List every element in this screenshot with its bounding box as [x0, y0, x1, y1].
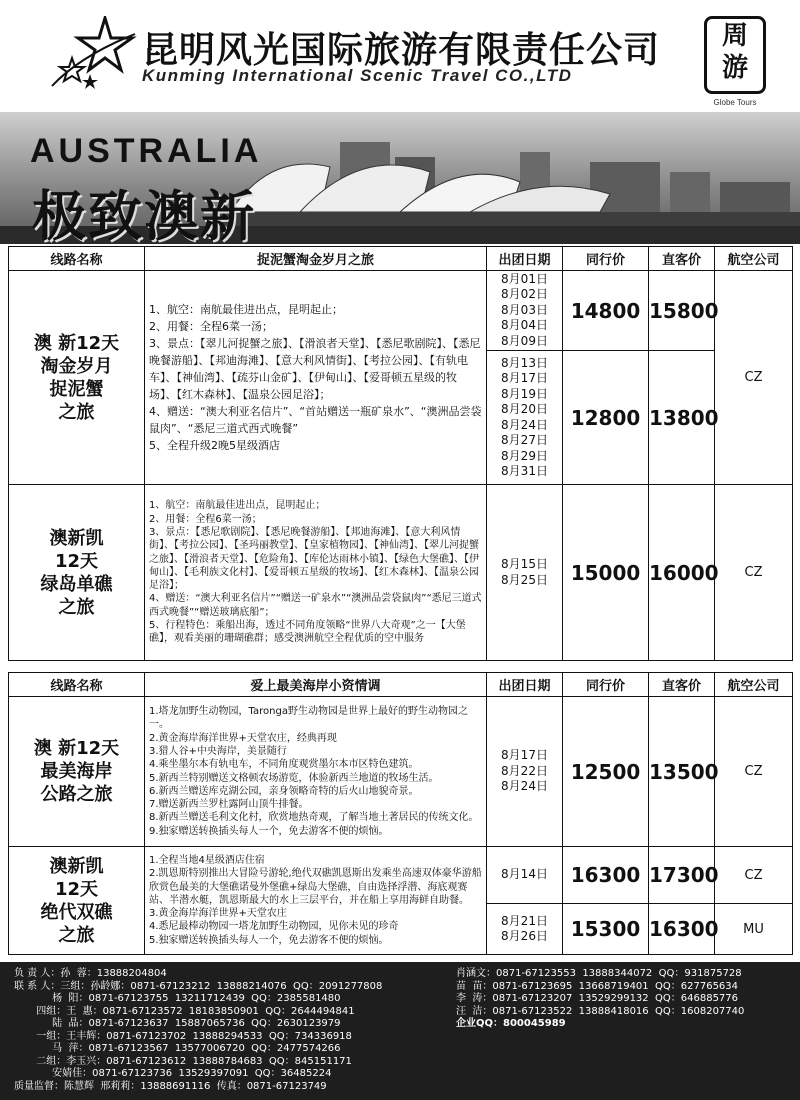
contact-line: 马 萍：0871-67123567 13577006720 QQ：2477574266 [14, 1043, 341, 1054]
contact-line: 杨 阳：0871-67123755 13211712439 QQ：2385581480 [14, 993, 341, 1004]
direct-price: 15800 [649, 271, 715, 351]
contact-line: 汪 洁：0871-67123522 13888418016 QQ：1608207740 [456, 1005, 745, 1017]
airline: MU [715, 904, 793, 955]
contact-line: 安婧佳：0871-67123736 13529397091 QQ：36485224 [14, 1068, 332, 1079]
direct-price: 13500 [649, 697, 715, 847]
contact-line: 质量监督：陈慧辉 邢莉莉：13888691116 传真：0871-67123749 [14, 1080, 327, 1092]
logo-char-1: 周 [721, 21, 748, 51]
table-row [9, 485, 793, 661]
col-header-peer-price: 同行价 [563, 673, 649, 697]
globe-tours-logo [704, 16, 766, 94]
departure-dates: 8月14日 [487, 847, 563, 904]
route-description: 1、航空：南航最佳进出点，昆明起止； 2、用餐：全程6菜一汤； 3、景点：【悉尼歌剧院】、【悉尼晚餐游船】、【邦迪海滩】、【意大利风情街】、【考拉公园】、【圣玛丽教堂】、【皇家植物园】、【神仙湾】、【翠儿河捉蟹之旅】、【滑浪者天堂】、【危险角】、【库伦达雨林小镇】、【绿色大堡礁】、【伊甸山】、【毛利族文化村】、【爱哥顿五星级的牧场】、【红木森林】、【温泉公园足浴】； 4、赠送：“澳大利亚名信片”“赠送一矿泉水”“澳洲品尝袋鼠肉”“悉尼三道式西式晚餐”“赠送玻璃底船”； 5、行程特色：乘船出海，透过不同角度领略“世界八大奇观”之一【大堡礁】，观看美丽的珊瑚礁群；感受澳洲航空全程优质的空中服务 [145, 485, 487, 661]
direct-price: 16000 [649, 485, 715, 661]
peer-price: 15000 [563, 485, 649, 661]
airline: CZ [715, 697, 793, 847]
table-row [9, 847, 793, 904]
departure-dates: 8月17日 8月22日 8月24日 [487, 697, 563, 847]
contact-list-right [456, 968, 744, 1031]
contact-line: 负 责 人：孙 蓉：13888204804 [14, 968, 167, 979]
globe-tours-label: Globe Tours [713, 98, 757, 107]
table-row [9, 271, 793, 351]
col-header-theme: 捉泥蟹淘金岁月之旅 [145, 247, 487, 271]
star-logo-icon [50, 16, 140, 96]
header [0, 0, 800, 110]
direct-price: 17300 [649, 847, 715, 904]
contact-line: 李 涛：0871-67123207 13529299132 QQ：646885776 [456, 993, 739, 1004]
departure-dates: 8月13日 8月17日 8月19日 8月20日 8月24日 8月27日 8月29日 8月31日 [487, 351, 563, 485]
banner-title-en: AUSTRALIA [30, 132, 263, 170]
airline: CZ [715, 271, 793, 485]
col-header-peer-price: 同行价 [563, 247, 649, 271]
peer-price: 16300 [563, 847, 649, 904]
col-header-airline: 航空公司 [715, 673, 793, 697]
route-table-1 [8, 246, 793, 661]
logo-char-2: 游 [721, 53, 748, 83]
contact-line: 陆 晶：0871-67123637 15887065736 QQ：2630123979 [14, 1018, 341, 1029]
col-header-airline: 航空公司 [715, 247, 793, 271]
contact-line: 四组：王 惠：0871-67123572 18183850901 QQ：2644494841 [14, 1005, 355, 1017]
col-header-theme: 爱上最美海岸小资情调 [145, 673, 487, 697]
route-name: 澳新凯 12天 绿岛单礁 之旅 [9, 485, 145, 661]
col-header-dates: 出团日期 [487, 247, 563, 271]
peer-price: 12500 [563, 697, 649, 847]
route-name: 澳新凯 12天 绝代双礁 之旅 [9, 847, 145, 955]
table-row [9, 697, 793, 847]
peer-price: 14800 [563, 271, 649, 351]
company-name-en: Kunming International Scenic Travel CO.,LTD [142, 66, 573, 85]
departure-dates: 8月21日 8月26日 [487, 904, 563, 955]
col-header-route: 线路名称 [9, 247, 145, 271]
departure-dates: 8月15日 8月25日 [487, 485, 563, 661]
contact-line: 苗 苗：0871-67123695 13668719401 QQ：627765634 [456, 980, 739, 992]
direct-price: 16300 [649, 904, 715, 955]
table-header-row [9, 247, 793, 271]
departure-dates: 8月01日 8月02日 8月03日 8月04日 8月09日 [487, 271, 563, 351]
contact-line: 肖涵文：0871-67123553 13888344072 QQ：931875728 [456, 968, 742, 979]
route-name: 澳 新12天 最美海岸 公路之旅 [9, 697, 145, 847]
contact-line: 二组：李玉兴：0871-67123612 13888784683 QQ：845151171 [14, 1055, 352, 1067]
route-name: 澳 新12天 淘金岁月 捉泥蟹 之旅 [9, 271, 145, 485]
airline: CZ [715, 847, 793, 904]
airline: CZ [715, 485, 793, 661]
col-header-direct-price: 直客价 [649, 673, 715, 697]
contact-footer [0, 962, 800, 1100]
contact-line: 一组：王丰辉：0871-67123702 13888294533 QQ：734336918 [14, 1030, 352, 1042]
route-table-2 [8, 672, 793, 955]
banner [0, 112, 800, 244]
col-header-dates: 出团日期 [487, 673, 563, 697]
banner-title-cn: 极致澳新 [32, 185, 256, 244]
route-description: 1.全程当地4星级酒店住宿 2.凯恩斯特别推出大冒险号游轮,绝代双礁凯恩斯出发乘坐高速双体豪华游船欣赏色最美的大堡礁诺曼外堡礁+绿岛大堡礁，自由选择浮潜、海底观赛站、半潜水艇，凯恩斯最大的水上三层平台，并在船上享用海鲜自助餐。 3.黄金海岸海洋世界+天堂农庄 4.悉尼最棒动物园一塔龙加野生动物园，见你未见的珍奇 5.独家赠送转换插头每人一个，免去游客不便的烦恼。 [145, 847, 487, 955]
contact-list-left [14, 968, 382, 1093]
route-description: 1.塔龙加野生动物园，Taronga野生动物园是世界上最好的野生动物园之一。 2.黄金海岸海洋世界+天堂农庄，经典再现 3.猎人谷+中央海岸，美景随行 4.乘坐墨尔本有轨电车，不同角度观赏墨尔本市区特色建筑。 5.新西兰特别赠送文格顿农场游览，体验新西兰地道的牧场生活。 6.新西兰赠送库克湖公园，亲身领略奇特的后火山地貌奇景。 7.赠送新西兰罗杜露阿山顶牛排餐。 8.新西兰赠送毛利文化村，欣赏地热奇观，了解当地土著居民的传统文化。 9.独家赠送转换插头每人一个，免去游客不便的烦恼。 [145, 697, 487, 847]
contact-line: 联 系 人：三组：孙龄娜：0871-67123212 13888214076 QQ：2091277808 [14, 980, 383, 992]
company-name-cn: 昆明风光国际旅游有限责任公司 [142, 30, 661, 71]
peer-price: 12800 [563, 351, 649, 485]
enterprise-qq: 企业QQ：800045989 [456, 1018, 566, 1029]
route-description: 1、航空：南航最佳进出点，昆明起止； 2、用餐：全程6菜一汤； 3、景点：【翠儿河捉蟹之旅】、【滑浪者天堂】、【悉尼歌剧院】、【悉尼晚餐游船】、【邦迪海滩】、【意大利风情街】、【考拉公园】、【有轨电车】、【神仙湾】、【疏芬山金矿】、【伊甸山】、【爱哥顿五星级的牧场】、【红木森林】、【温泉公园足浴】； 4、赠送：“澳大利亚名信片”、“首站赠送一瓶矿泉水”、“澳洲品尝袋鼠肉”、“悉尼三道式西式晚餐” 5、全程升级2晚5星级酒店 [145, 271, 487, 485]
peer-price: 15300 [563, 904, 649, 955]
table-header-row [9, 673, 793, 697]
direct-price: 13800 [649, 351, 715, 485]
col-header-route: 线路名称 [9, 673, 145, 697]
col-header-direct-price: 直客价 [649, 247, 715, 271]
